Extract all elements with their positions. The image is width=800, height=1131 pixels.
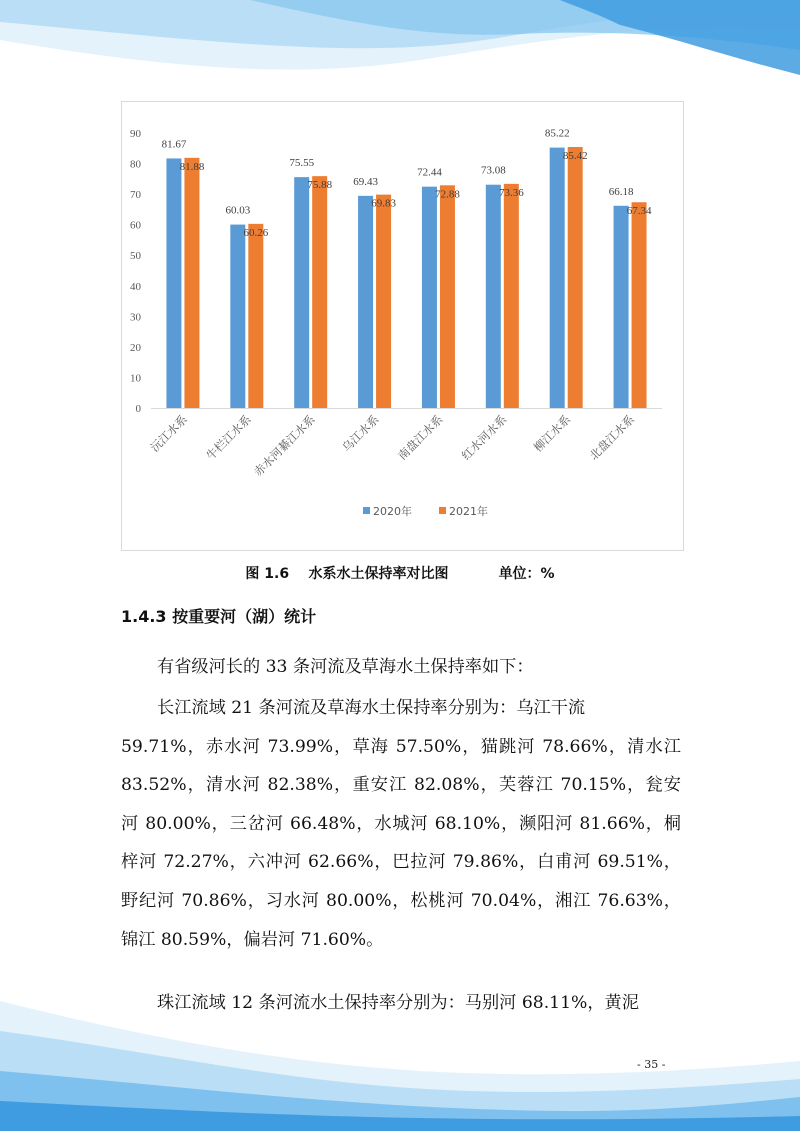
x-tick-label: 柳江水系 — [530, 412, 574, 455]
paragraph-line: 长江流域 21 条河流及草海水土保持率分别为：乌江干流 — [157, 698, 586, 718]
data-label-2021: 85.42 — [562, 149, 588, 162]
data-label-2020: 72.44 — [417, 166, 442, 179]
data-label-2020: 73.08 — [480, 164, 506, 177]
figure-caption-title: 图 1.6 水系水土保持率对比图 — [245, 566, 449, 582]
y-tick-label: 20 — [130, 341, 141, 354]
bar-2021 — [376, 195, 391, 408]
paragraph-line: 有省级河长的 33 条河流及草海水土保持率如下： — [157, 657, 534, 677]
bar-2020 — [230, 225, 245, 408]
bar-2021 — [504, 184, 519, 408]
header-wave-decoration — [0, 0, 800, 110]
x-tick-label: 赤水河綦江水系 — [250, 412, 318, 480]
data-label-2021: 73.36 — [498, 186, 524, 199]
data-label-2020: 66.18 — [608, 185, 634, 198]
bar-2021 — [632, 202, 647, 408]
chart-canvas — [122, 102, 683, 550]
bar-2020 — [614, 206, 629, 408]
paragraph-intro — [121, 648, 681, 687]
data-label-2020: 81.67 — [161, 138, 187, 151]
data-label-2021: 72.88 — [435, 188, 460, 201]
bar-2021 — [312, 176, 327, 408]
y-tick-label: 60 — [130, 219, 141, 232]
figure-caption — [0, 563, 800, 583]
data-label-2020: 60.03 — [225, 204, 251, 217]
bar-2020 — [166, 158, 181, 408]
bar-2021 — [568, 147, 583, 408]
bar-2021 — [248, 224, 263, 408]
bar-2020 — [550, 148, 565, 408]
paragraph-line: 野纪河 70.86%，习水河 80.00%，松桃河 70.04%，湘江 76.63%， — [121, 890, 681, 911]
y-tick-label: 90 — [130, 128, 141, 140]
paragraph-line: 梓河 72.27%，六冲河 62.66%，巴拉河 79.86%，白甫河 69.51%， — [121, 852, 681, 873]
data-label-2021: 67.34 — [626, 205, 652, 218]
paragraph-line: 83.52%，清水河 82.38%，重安江 82.08%，芙蓉江 70.15%，瓮安 — [121, 775, 681, 796]
legend-label: 2021年 — [449, 505, 488, 518]
data-label-2020: 85.22 — [544, 127, 570, 140]
legend-swatch — [363, 507, 370, 514]
y-tick-label: 40 — [130, 280, 141, 293]
legend-label: 2020年 — [373, 505, 412, 518]
page-number: - 35 - — [637, 1058, 666, 1071]
y-tick-label: 30 — [130, 311, 141, 324]
data-label-2021: 69.83 — [371, 197, 396, 210]
section-heading: 1.4.3 按重要河（湖）统计 — [121, 607, 317, 626]
paragraph-yangtze — [121, 689, 681, 959]
data-label-2020: 69.43 — [353, 175, 378, 188]
x-tick-label: 北盘江水系 — [586, 412, 638, 463]
x-tick-label: 牛栏江水系 — [203, 412, 254, 463]
x-tick-label: 红水河水系 — [458, 412, 510, 463]
bar-2020 — [294, 177, 309, 408]
paragraph-line: 锦江 80.59%，偏岩河 71.60%。 — [121, 929, 384, 950]
bar-2020 — [486, 185, 501, 408]
paragraph-line: 河 80.00%，三岔河 66.48%，水城河 68.10%，濒阳河 81.66%，桐 — [121, 813, 681, 834]
paragraph-line: 珠江流域 12 条河流水土保持率分别为：马别河 68.11%，黄泥 — [157, 993, 639, 1013]
y-tick-label: 80 — [130, 158, 141, 171]
data-label-2021: 60.26 — [243, 226, 269, 239]
figure-caption-unit: 单位：% — [498, 566, 555, 582]
x-tick-label: 沅江水系 — [147, 412, 191, 455]
x-tick-label: 乌江水系 — [339, 412, 382, 455]
paragraph-pearl — [121, 984, 681, 1023]
data-label-2021: 81.88 — [179, 160, 205, 173]
bar-2020 — [358, 196, 373, 408]
data-label-2020: 75.55 — [289, 157, 315, 170]
legend-swatch — [439, 507, 446, 514]
y-tick-label: 10 — [130, 372, 141, 385]
x-tick-label: 南盘江水系 — [395, 412, 446, 463]
paragraph-line: 59.71%，赤水河 73.99%，草海 57.50%，猫跳河 78.66%，清水江 — [121, 736, 681, 757]
y-tick-label: 50 — [130, 250, 141, 263]
bar-chart — [121, 101, 684, 551]
bar-2021 — [184, 158, 199, 408]
bar-2020 — [422, 187, 437, 408]
data-label-2021: 75.88 — [307, 179, 333, 192]
y-tick-label: 0 — [135, 403, 141, 415]
y-tick-label: 70 — [130, 189, 141, 202]
bar-2021 — [440, 185, 455, 408]
